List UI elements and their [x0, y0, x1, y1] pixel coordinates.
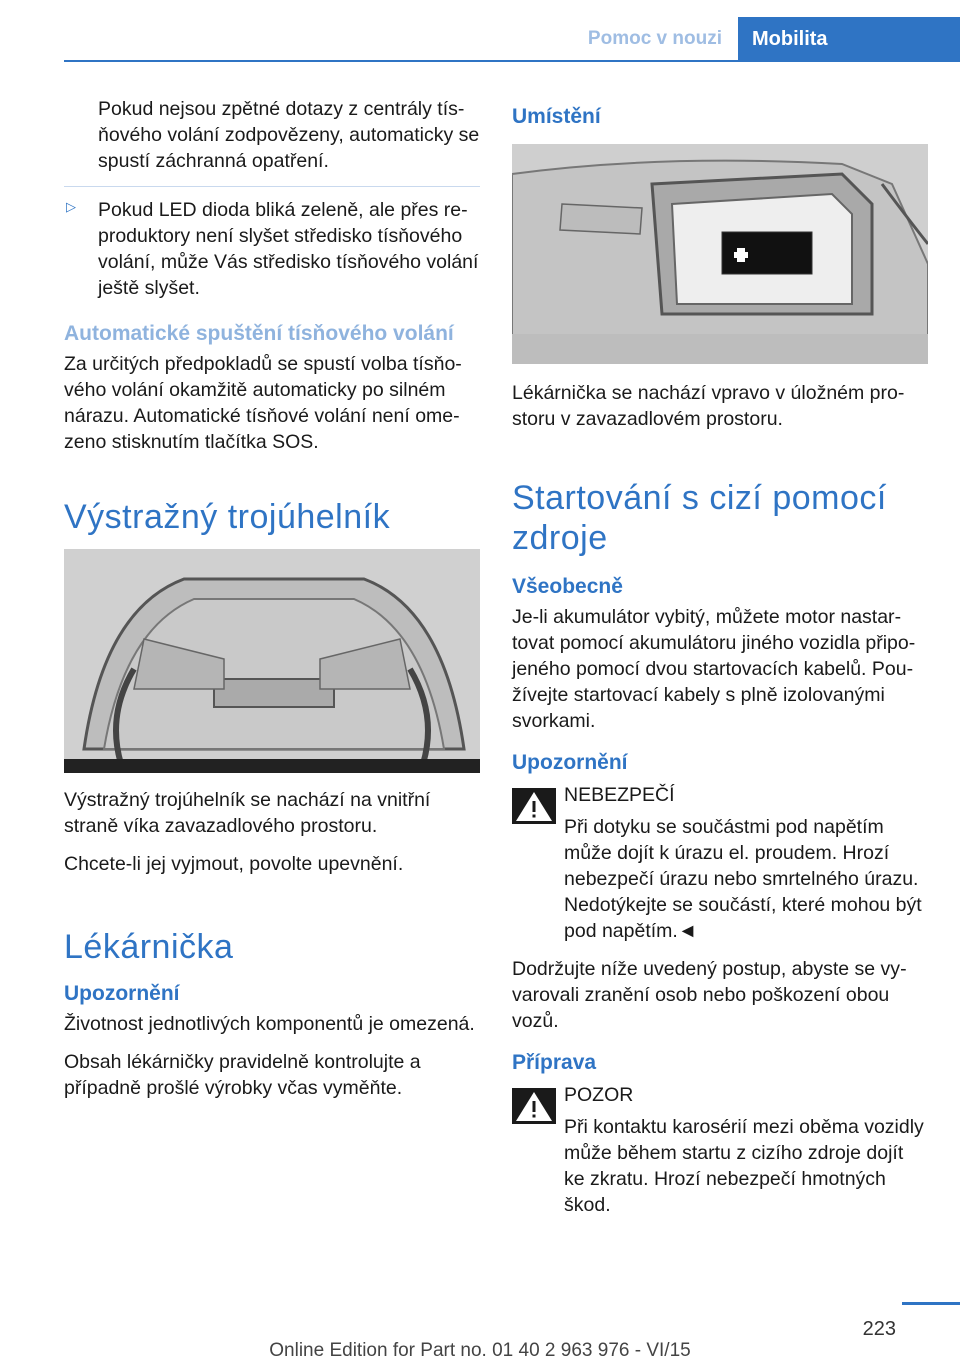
trunk-lid-illustration	[64, 549, 480, 773]
triangle-bullet-icon: ▷	[66, 199, 76, 214]
triangle-caption: Výstražný trojúhelník se nachází na vnitřní straně víka zavazadlového prostoru.	[64, 789, 431, 837]
header-rule	[64, 60, 960, 62]
notice-text-1: Životnost jednotlivých komponentů je omezená.	[64, 1013, 475, 1035]
first-aid-location-image	[512, 144, 928, 364]
auto-call-heading: Automatické spuštění tísňového volání	[64, 322, 454, 345]
right-column	[512, 96, 928, 1230]
danger-text: Při dotyku se součástmi pod napětím může dojít k úrazu el. proudem. Hrozí nebezpečí úrazu nebo smrtelného úrazu. Nedotýkejte se součástí, které mohou být pod napětím.◄	[564, 816, 922, 942]
notice-text-2: Obsah lékárničky pravidelně kontrolujte a případně prošlé výrobky včas vyměňte.	[64, 1051, 421, 1099]
location-heading: Umístění	[512, 105, 601, 128]
bullet-divider	[64, 186, 480, 187]
edition-note: Online Edition for Part no. 01 40 2 963 976 - VI/15	[269, 1340, 691, 1361]
danger-warning	[512, 782, 928, 944]
page-number: 223	[862, 1318, 896, 1340]
trunk-lid-image	[64, 549, 480, 773]
general-heading: Všeobecně	[512, 575, 623, 598]
intro-paragraph: Pokud nejsou zpětné dotazy z centrály tísňového volání zodpovězeny, automaticky se spustí záchranná opatření.	[98, 98, 480, 172]
notice-heading: Upozornění	[64, 982, 180, 1005]
warning-triangle-icon	[512, 788, 556, 824]
preparation-heading: Příprava	[512, 1051, 597, 1074]
caution-warning	[512, 1082, 928, 1218]
caution-text: Při kontaktu karosérií mezi oběma vozidly může během startu z cizího zdroje dojít ke zkratu. Hrozí nebezpečí hmotných škod.	[564, 1116, 924, 1216]
follow-text: Dodržujte níže uvedený postup, abyste se vyvarovali zranění osob nebo poškození obou vozů.	[512, 958, 907, 1032]
chapter-tab[interactable]: Mobilita	[738, 17, 960, 62]
warning-triangle-icon	[512, 1088, 556, 1124]
general-text: Je-li akumulátor vybitý, můžete motor nastartovat pomocí akumulátoru jiného vozidla připojeného pomocí dvou startovacích kabelů. Používejte startovací kabely s plně izolovanými svorkami.	[512, 606, 916, 732]
bullet-item	[64, 197, 480, 301]
triangle-heading: Výstražný trojúhelník	[64, 498, 391, 536]
auto-call-text: Za určitých předpokladů se spustí volba tísňového volání okamžitě automaticky po silném nárazu. Automatické tísňové volání není omezeno stisknutím tlačítka SOS.	[64, 353, 462, 453]
page-header	[0, 0, 960, 62]
first-aid-compartment-illustration	[512, 144, 928, 364]
caution-label: POZOR	[564, 1084, 634, 1106]
section-tab[interactable]: Pomoc v nouzi	[587, 28, 722, 49]
warning-heading: Upozornění	[512, 751, 628, 774]
first-aid-heading: Lékárnička	[64, 928, 234, 966]
jump-start-heading: Startování s cizí pomocí zdroje	[512, 479, 887, 557]
triangle-text: Chcete-li jej vyjmout, povolte upevnění.	[64, 853, 404, 875]
bullet-text: Pokud LED dioda bliká zeleně, ale přes reproduktory není slyšet středisko tísňového volání, může Vás středisko tísňového volání ještě slyšet.	[98, 199, 479, 299]
danger-label: NEBEZPEČÍ	[564, 784, 675, 806]
left-column	[64, 96, 480, 1113]
footer-rule	[902, 1302, 960, 1305]
location-caption: Lékárnička se nachází vpravo v úložném prostoru v zavazadlovém prostoru.	[512, 382, 905, 430]
